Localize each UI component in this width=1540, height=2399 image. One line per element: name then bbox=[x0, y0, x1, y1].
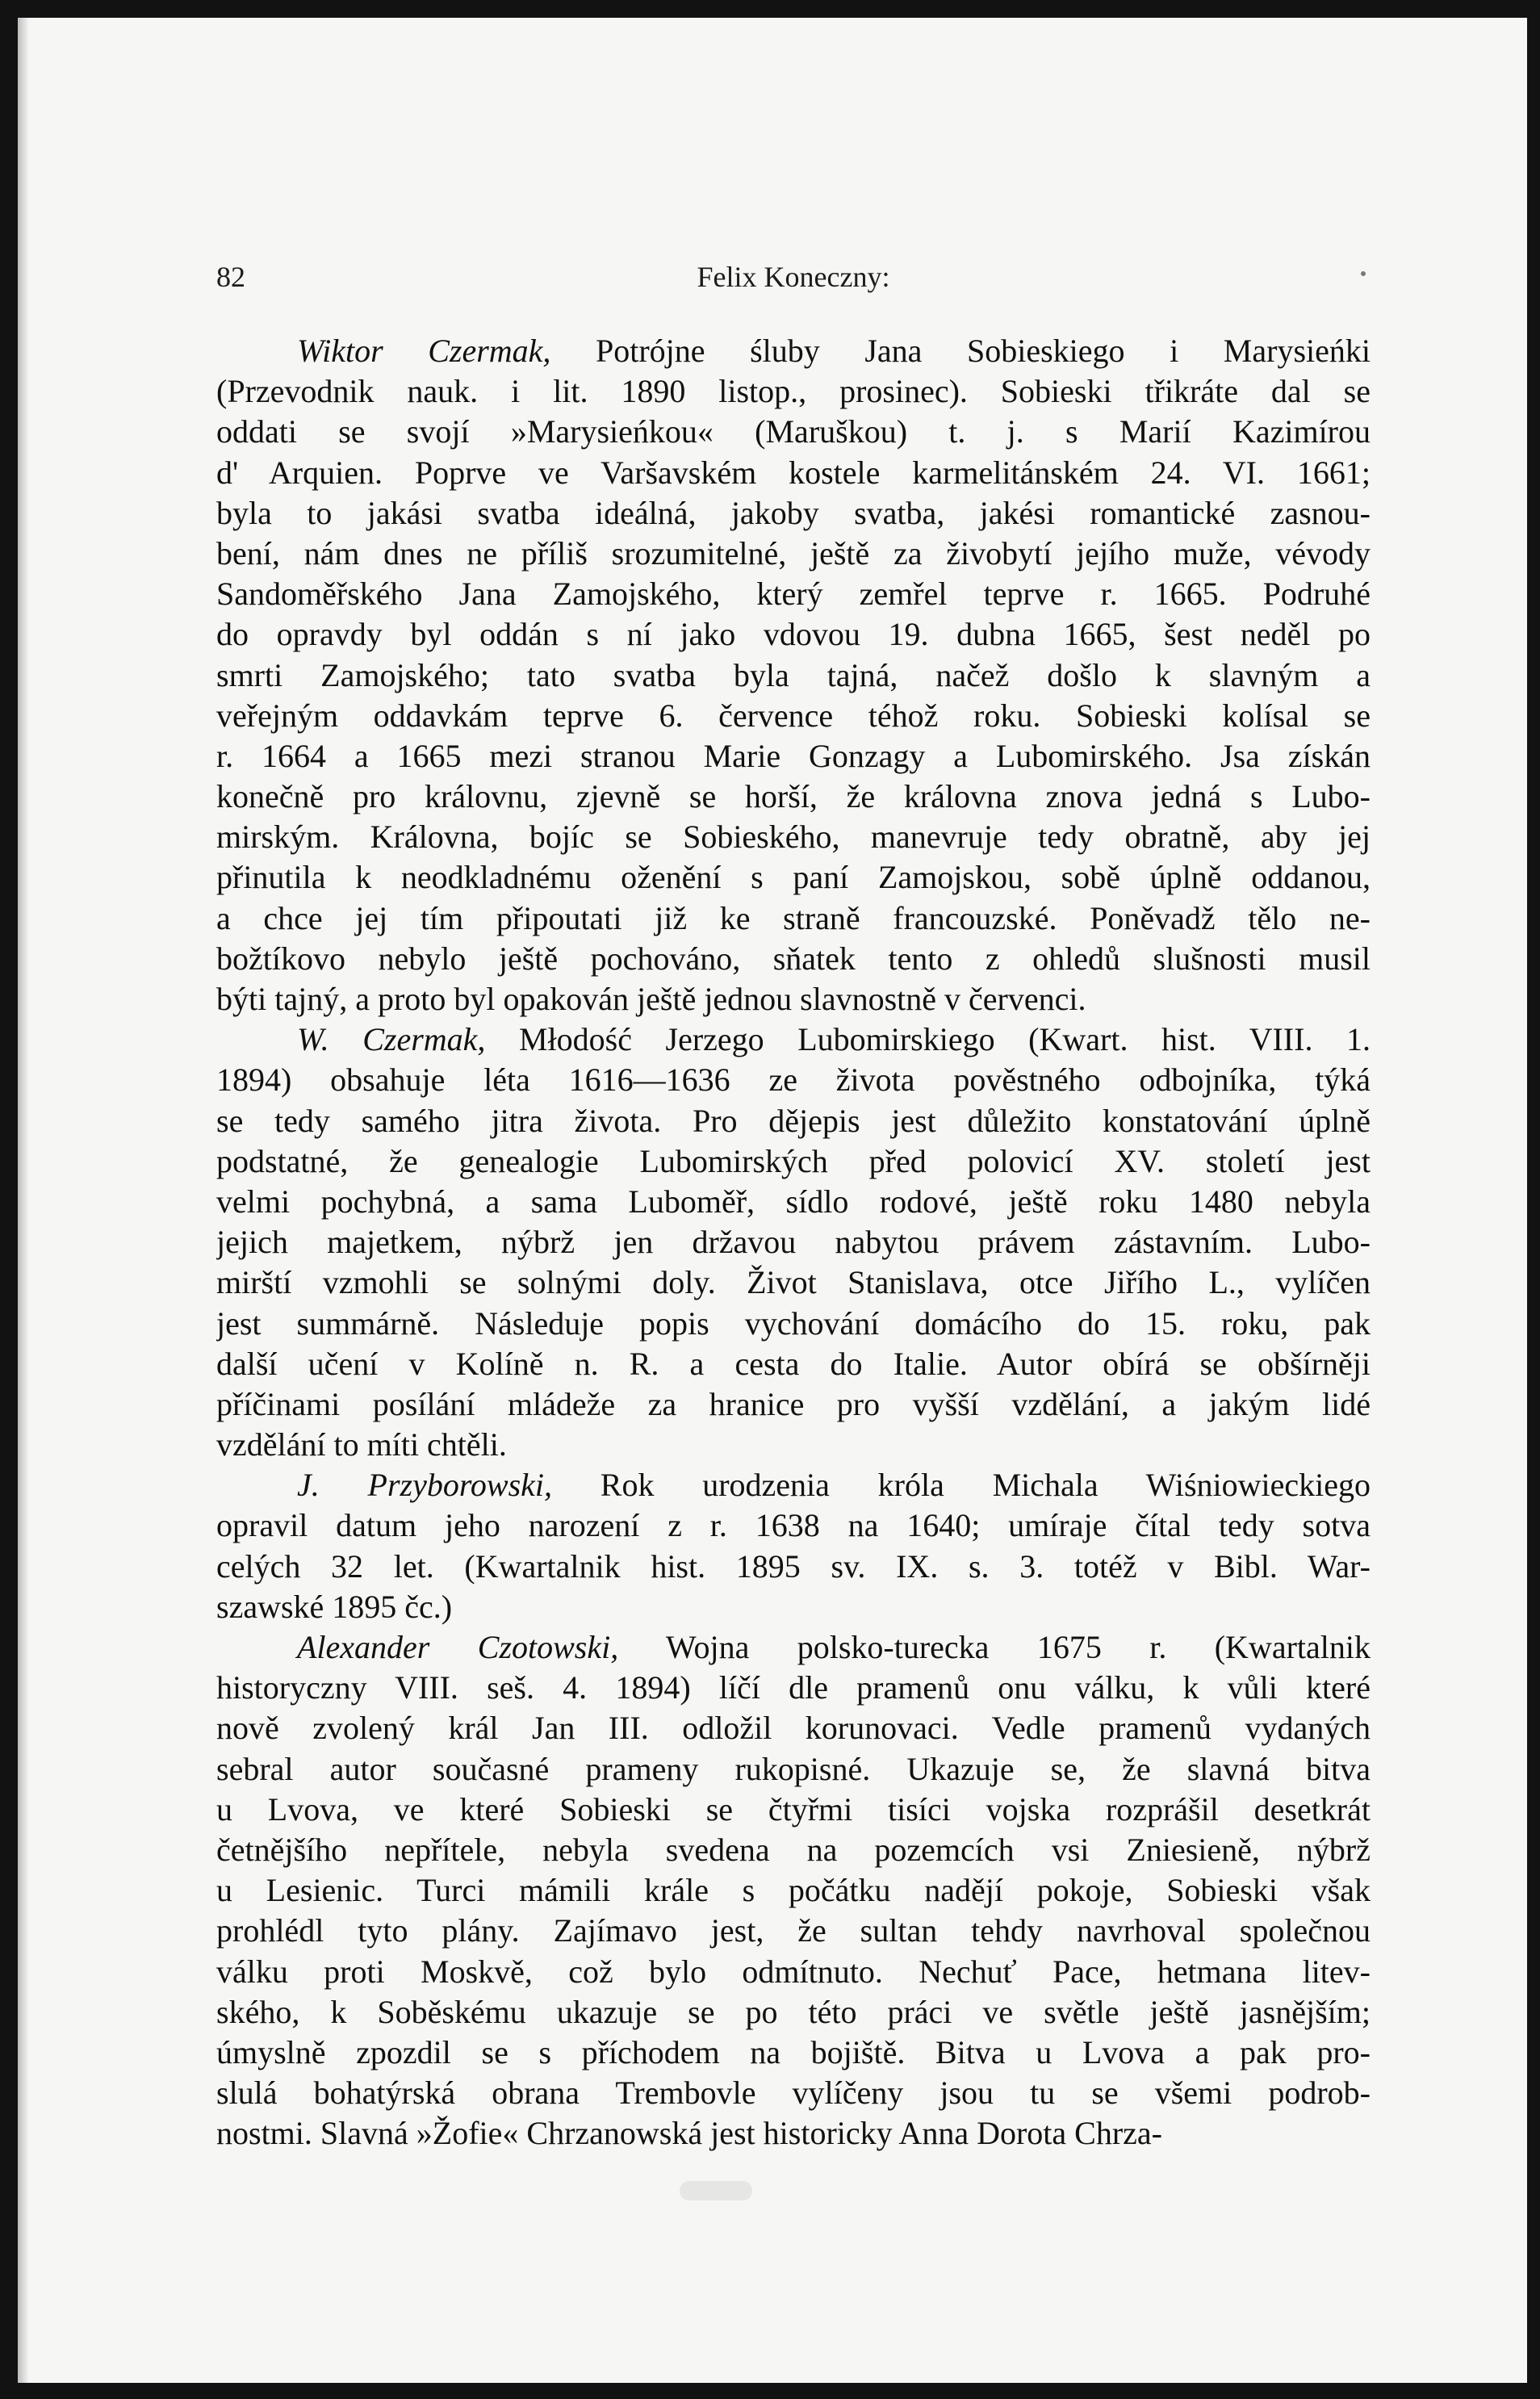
body-text bbox=[216, 331, 1371, 2154]
paragraph bbox=[216, 1019, 1371, 1465]
text-line: nově zvolený král Jan III. odložil korunovaci. Vedle pramenů vydaných bbox=[216, 1710, 1371, 1747]
text-line: podstatné, že genealogie Lubomirských před polovicí XV. století jest bbox=[216, 1142, 1371, 1179]
text-line: se tedy samého jitra života. Pro dějepis jest důležito konstatování úplně bbox=[216, 1102, 1371, 1139]
paragraph bbox=[216, 1627, 1371, 2154]
ink-dot bbox=[1361, 271, 1366, 276]
text-line: 1894) obsahuje léta 1616—1636 ze života pověstného odbojníka, týká bbox=[216, 1061, 1371, 1099]
text-line: nostmi. Slavná »Žofie« Chrzanowská jest historicky Anna Dorota Chrza- bbox=[216, 2115, 1162, 2152]
author-name: J. Przyborowski, bbox=[297, 1467, 553, 1504]
text-line: vzdělání to míti chtěli. bbox=[216, 1426, 507, 1463]
text-line: další učení v Kolíně n. R. a cesta do Italie. Autor obírá se obšírněji bbox=[216, 1345, 1371, 1382]
paragraph bbox=[216, 1465, 1371, 1627]
text-line bbox=[216, 1627, 1371, 1668]
work-title-text: Wojna polsko-turecka 1675 r. (Kwartalnik bbox=[618, 1629, 1371, 1665]
author-name: Wiktor Czermak, bbox=[297, 333, 551, 369]
text-line: válku proti Moskvě, což bylo odmítnuto. Nechuť Pace, hetmana litev- bbox=[216, 1953, 1371, 1990]
text-line: prohlédl tyto plány. Zajímavo jest, že sultan tehdy navrhoval společnou bbox=[216, 1912, 1371, 1949]
scanned-page bbox=[18, 18, 1527, 2383]
text-line: u Lvova, ve které Sobieski se čtyřmi tisíci vojska rozprášil desetkrát bbox=[216, 1790, 1371, 1828]
text-line: býti tajný, a proto byl opakován ještě jednou slavnostně v červenci. bbox=[216, 981, 1086, 1017]
text-line: celých 32 let. (Kwartalnik hist. 1895 sv. IX. s. 3. totéž v Bibl. War- bbox=[216, 1547, 1371, 1585]
text-line: szawské 1895 čc.) bbox=[216, 1588, 453, 1625]
text-line: smrti Zamojského; tato svatba byla tajná, načež došlo k slavným a bbox=[216, 656, 1371, 693]
text-line: Sandoměřského Jana Zamojského, který zemřel teprve r. 1665. Podruhé bbox=[216, 576, 1371, 613]
text-line bbox=[216, 331, 1371, 371]
author-name: W. Czermak, bbox=[297, 1021, 486, 1058]
work-title-text: Młodość Jerzego Lubomirskiego (Kwart. hist. VIII. 1. bbox=[485, 1021, 1371, 1058]
text-line bbox=[216, 1465, 1371, 1505]
text-line: přinutila k neodkladnému oženění s paní Zamojskou, sobě úplně oddanou, bbox=[216, 859, 1371, 896]
text-line: byla to jakási svatba ideálná, jakoby svatba, jakési romantické zasnou- bbox=[216, 494, 1371, 531]
text-line: bení, nám dnes ne příliš srozumitelné, ještě za živobytí jejího muže, vévody bbox=[216, 534, 1371, 571]
text-line: historyczny VIII. seš. 4. 1894) líčí dle pramenů onu válku, k vůli které bbox=[216, 1669, 1371, 1706]
text-line: oddati se svojí »Marysieńkou« (Maruškou) t. j. s Marií Kazimírou bbox=[216, 413, 1371, 450]
text-line: jest summárně. Následuje popis vychování domácího do 15. roku, pak bbox=[216, 1304, 1371, 1342]
text-line: veřejným oddavkám teprve 6. července téhož roku. Sobieski kolísal se bbox=[216, 697, 1371, 734]
work-title-text: Rok urodzenia króla Michala Wiśniowieckiego bbox=[552, 1467, 1371, 1504]
text-line: konečně pro královnu, zjevně se horší, že královna znova jedná s Lubo- bbox=[216, 778, 1371, 815]
page-header bbox=[216, 260, 1371, 308]
text-line: opravil datum jeho narození z r. 1638 na 1640; umíraje čítal tedy sotva bbox=[216, 1507, 1371, 1544]
text-line: příčinami posílání mládeže za hranice pro vyšší vzdělání, a jakým lidé bbox=[216, 1385, 1371, 1422]
text-line: četnějšího nepřítele, nebyla svedena na pozemcích vsi Zniesieně, nýbrž bbox=[216, 1831, 1371, 1868]
text-line: mirští vzmohli se solnými doly. Život Stanislava, otce Jiřího L., vylíčen bbox=[216, 1264, 1371, 1301]
text-line: úmyslně zpozdil se s příchodem na bojiště. Bitva u Lvova a pak pro- bbox=[216, 2033, 1371, 2070]
text-line: jejich majetkem, nýbrž jen državou nabytou právem zástavním. Lubo- bbox=[216, 1224, 1371, 1261]
text-line: velmi pochybná, a sama Luboměř, sídlo rodové, ještě roku 1480 nebyla bbox=[216, 1183, 1371, 1220]
work-title-text: Potrójne śluby Jana Sobieskiego i Marysieńki bbox=[550, 333, 1371, 369]
text-line: a chce jej tím připoutati již ke straně francouzské. Poněvadž tělo ne- bbox=[216, 899, 1371, 936]
text-line: sebral autor současné prameny rukopisné. Ukazuje se, že slavná bitva bbox=[216, 1750, 1371, 1787]
text-line: slulá bohatýrská obrana Trembovle vylíčeny jsou tu se všemi podrob- bbox=[216, 2075, 1371, 2112]
text-line bbox=[216, 1019, 1371, 1060]
text-line: d' Arquien. Poprve ve Varšavském kostele karmelitánském 24. VI. 1661; bbox=[216, 454, 1371, 491]
text-line: do opravdy byl oddán s ní jako vdovou 19. dubna 1665, šest neděl po bbox=[216, 616, 1371, 653]
text-line: u Lesienic. Turci mámili krále s počátku nadějí pokoje, Sobieski však bbox=[216, 1872, 1371, 1909]
page-number: 82 bbox=[216, 261, 245, 293]
text-line: r. 1664 a 1665 mezi stranou Marie Gonzagy a Lubomirského. Jsa získán bbox=[216, 737, 1371, 774]
text-line: mirským. Královna, bojíc se Sobieského, manevruje tedy obratně, aby jej bbox=[216, 819, 1371, 856]
text-line: (Przevodnik nauk. i lit. 1890 listop., prosinec). Sobieski třikráte dal se bbox=[216, 373, 1371, 410]
text-line: božtíkovo nebylo ještě pochováno, sňatek tento z ohledů slušnosti musil bbox=[216, 940, 1371, 977]
author-name: Alexander Czotowski, bbox=[297, 1629, 619, 1665]
running-title: Felix Koneczny: bbox=[697, 261, 890, 293]
scan-smudge bbox=[680, 2181, 752, 2200]
paragraph bbox=[216, 331, 1371, 1019]
text-line: ského, k Soběskému ukazuje se po této práci ve světle ještě jasnějším; bbox=[216, 1993, 1371, 2030]
